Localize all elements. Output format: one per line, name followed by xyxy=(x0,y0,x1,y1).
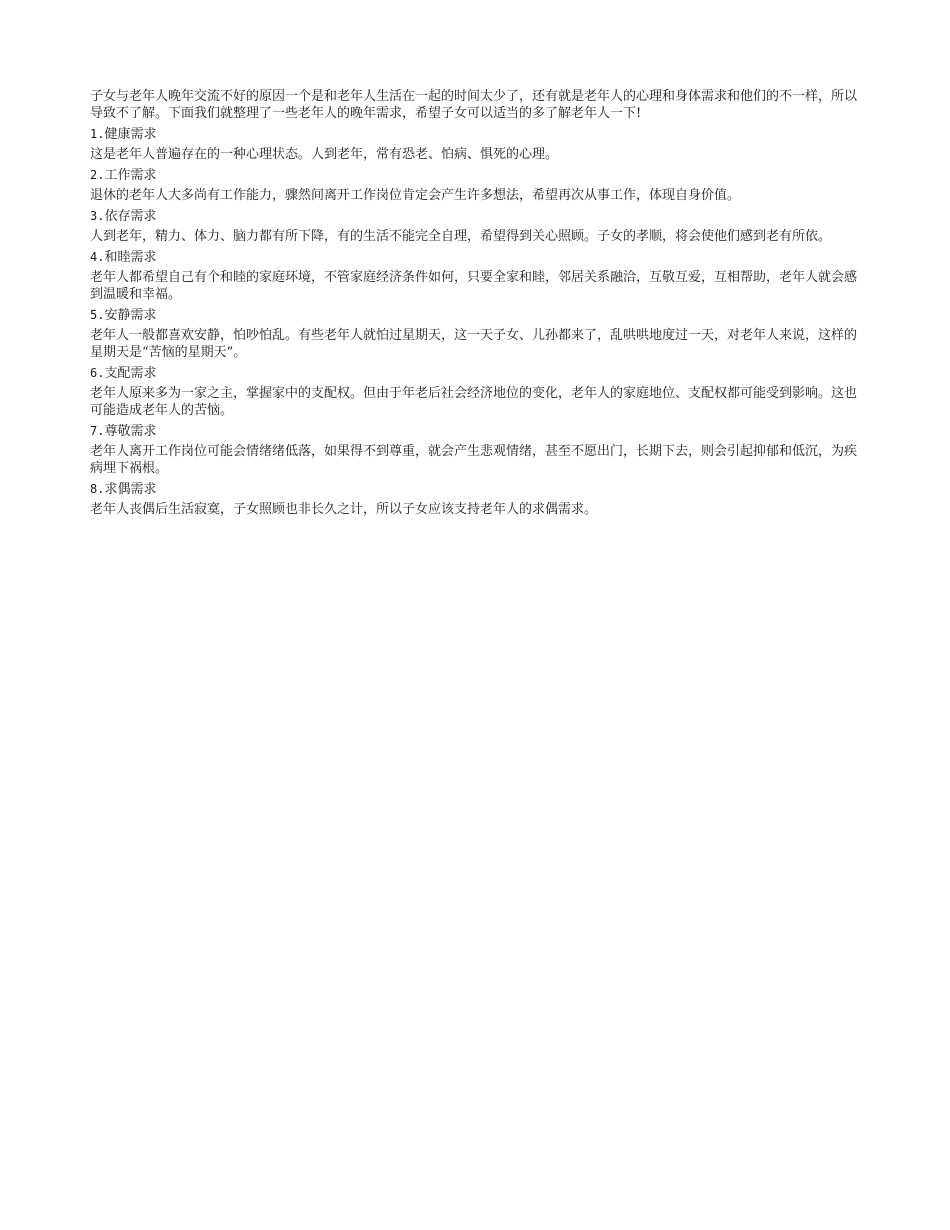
section-heading xyxy=(90,423,865,440)
section-text: 老年人原来多为一家之主，掌握家中的支配权。但由于年老后社会经济地位的变化，老年人的家庭地位、支配权都可能受到影响。这也可能造成老年人的苦恼。 xyxy=(90,386,858,418)
section-number: 4. xyxy=(90,250,105,264)
section-respect xyxy=(90,423,865,477)
section-control xyxy=(90,365,865,419)
section-work xyxy=(90,167,865,204)
section-title: 依存需求 xyxy=(104,209,157,224)
section-text: 老年人丧偶后生活寂寞，子女照顾也非长久之计，所以子女应该支持老年人的求偶需求。 xyxy=(90,502,598,517)
section-title: 和睦需求 xyxy=(104,250,157,265)
section-text: 人到老年，精力、体力、脑力都有所下降，有的生活不能完全自理，希望得到关心照顾。子女的孝顺，将会使他们感到老有所依。 xyxy=(90,229,832,244)
section-harmony xyxy=(90,249,865,303)
intro-paragraph: 子女与老年人晚年交流不好的原因一个是和老年人生活在一起的时间太少了，还有就是老年人的心理和身体需求和他们的不一样，所以导致不了解。下面我们就整理了一些老年人的晚年需求，希望子女可以适当的多了解老年人一下! xyxy=(90,89,858,121)
section-heading xyxy=(90,126,865,143)
section-title: 工作需求 xyxy=(104,168,157,183)
section-title: 健康需求 xyxy=(104,127,157,142)
section-heading xyxy=(90,249,865,266)
section-title: 尊敬需求 xyxy=(104,424,157,439)
section-number: 8. xyxy=(90,482,105,496)
section-health xyxy=(90,126,865,163)
section-companionship xyxy=(90,481,865,518)
section-number: 1. xyxy=(90,127,105,141)
document-body xyxy=(90,88,865,518)
section-quiet xyxy=(90,307,865,361)
section-heading xyxy=(90,365,865,382)
section-heading xyxy=(90,307,865,324)
section-number: 6. xyxy=(90,366,105,380)
section-text: 这是老年人普遍存在的一种心理状态。人到老年，常有恐老、怕病、惧死的心理。 xyxy=(90,147,559,162)
section-title: 求偶需求 xyxy=(104,482,157,497)
section-text: 老年人都希望自己有个和睦的家庭环境，不管家庭经济条件如何，只要全家和睦，邻居关系融洽，互敬互爱，互相帮助，老年人就会感到温暖和幸福。 xyxy=(90,270,858,302)
section-number: 5. xyxy=(90,308,105,322)
section-heading xyxy=(90,167,865,184)
section-title: 支配需求 xyxy=(104,366,157,381)
section-heading xyxy=(90,208,865,225)
section-dependence xyxy=(90,208,865,245)
section-text: 退休的老年人大多尚有工作能力，骤然间离开工作岗位肯定会产生许多想法，希望再次从事工作，体现自身价值。 xyxy=(90,188,741,203)
section-text: 老年人一般都喜欢安静，怕吵怕乱。有些老年人就怕过星期天，这一天子女、儿孙都来了，乱哄哄地度过一天，对老年人来说，这样的星期天是“苦恼的星期天”。 xyxy=(90,328,858,360)
section-title: 安静需求 xyxy=(104,308,157,323)
section-number: 3. xyxy=(90,209,105,223)
section-number: 7. xyxy=(90,424,105,438)
section-number: 2. xyxy=(90,168,105,182)
section-text: 老年人离开工作岗位可能会情绪绪低落，如果得不到尊重，就会产生悲观情绪，甚至不愿出门，长期下去，则会引起抑郁和低沉，为疾病埋下祸根。 xyxy=(90,444,858,476)
section-heading xyxy=(90,481,865,498)
